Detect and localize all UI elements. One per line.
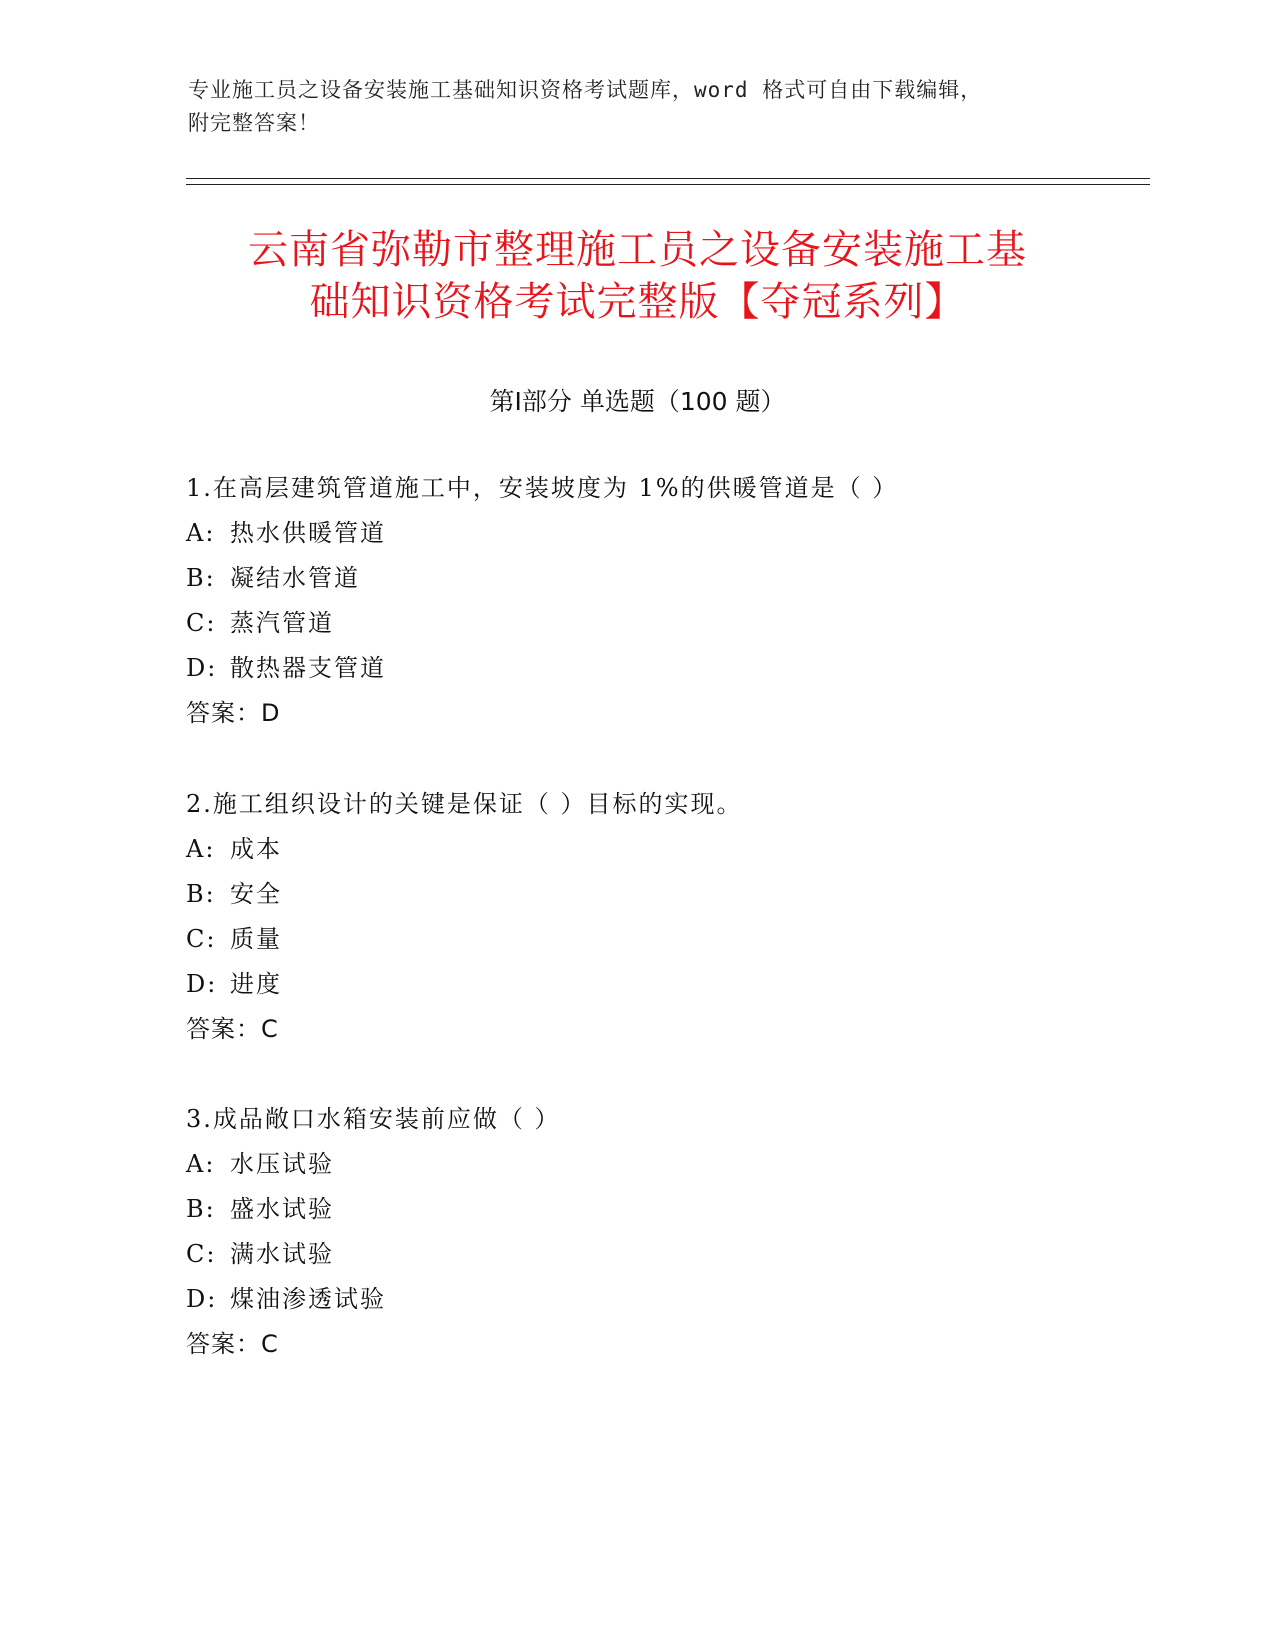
header-divider-top [186, 178, 1150, 179]
option-letter: C: [186, 925, 217, 953]
question-stem: 1.在高层建筑管道施工中，安装坡度为 1%的供暖管道是（ ） [186, 474, 899, 502]
option-text: 散热器支管道 [230, 654, 386, 682]
header-note-line-2: 附完整答案！ [188, 111, 320, 135]
option-d [186, 646, 1146, 691]
option-text: 水压试验 [230, 1150, 334, 1178]
option-b [186, 872, 1146, 917]
option-text: 满水试验 [230, 1240, 334, 1268]
answer-line: 答案：C [186, 1330, 279, 1358]
option-letter: A: [186, 835, 216, 863]
option-d [186, 962, 1146, 1007]
option-text: 蒸汽管道 [230, 609, 334, 637]
option-letter: D: [186, 970, 218, 998]
header-divider-bottom [186, 184, 1150, 185]
question-2 [186, 782, 1146, 1052]
option-letter: B: [186, 564, 216, 592]
document-title [150, 224, 1125, 328]
option-letter: B: [186, 1195, 216, 1223]
option-text: 质量 [230, 925, 282, 953]
question-stem: 3.成品敞口水箱安装前应做（ ） [186, 1105, 561, 1133]
option-letter: A: [186, 1150, 216, 1178]
option-text: 热水供暖管道 [230, 519, 386, 547]
option-a [186, 827, 1146, 872]
option-c [186, 601, 1146, 646]
header-note-line-1: 专业施工员之设备安装施工基础知识资格考试题库，word 格式可自由下载编辑， [188, 78, 983, 102]
document-title-line-1: 云南省弥勒市整理施工员之设备安装施工基 [248, 227, 1027, 273]
option-letter: D: [186, 1285, 218, 1313]
option-a [186, 1142, 1146, 1187]
option-text: 凝结水管道 [230, 564, 360, 592]
option-text: 成本 [230, 835, 282, 863]
option-letter: D: [186, 654, 218, 682]
option-text: 进度 [230, 970, 282, 998]
option-c [186, 1232, 1146, 1277]
option-letter: C: [186, 609, 217, 637]
option-b [186, 1187, 1146, 1232]
option-text: 安全 [230, 880, 282, 908]
option-text: 煤油渗透试验 [230, 1285, 386, 1313]
answer-line: 答案：C [186, 1015, 279, 1043]
header-note [188, 74, 1088, 140]
option-c [186, 917, 1146, 962]
question-1 [186, 466, 1146, 736]
option-b [186, 556, 1146, 601]
answer-line: 答案：D [186, 699, 281, 727]
question-3 [186, 1097, 1146, 1367]
option-d [186, 1277, 1146, 1322]
option-letter: B: [186, 880, 216, 908]
section-title: 第Ⅰ部分 单选题（100 题） [489, 387, 786, 416]
option-letter: A: [186, 519, 216, 547]
document-title-line-2: 础知识资格考试完整版【夺冠系列】 [309, 279, 966, 325]
question-stem: 2.施工组织设计的关键是保证（ ）目标的实现。 [186, 790, 743, 818]
option-a [186, 511, 1146, 556]
option-text: 盛水试验 [230, 1195, 334, 1223]
option-letter: C: [186, 1240, 217, 1268]
